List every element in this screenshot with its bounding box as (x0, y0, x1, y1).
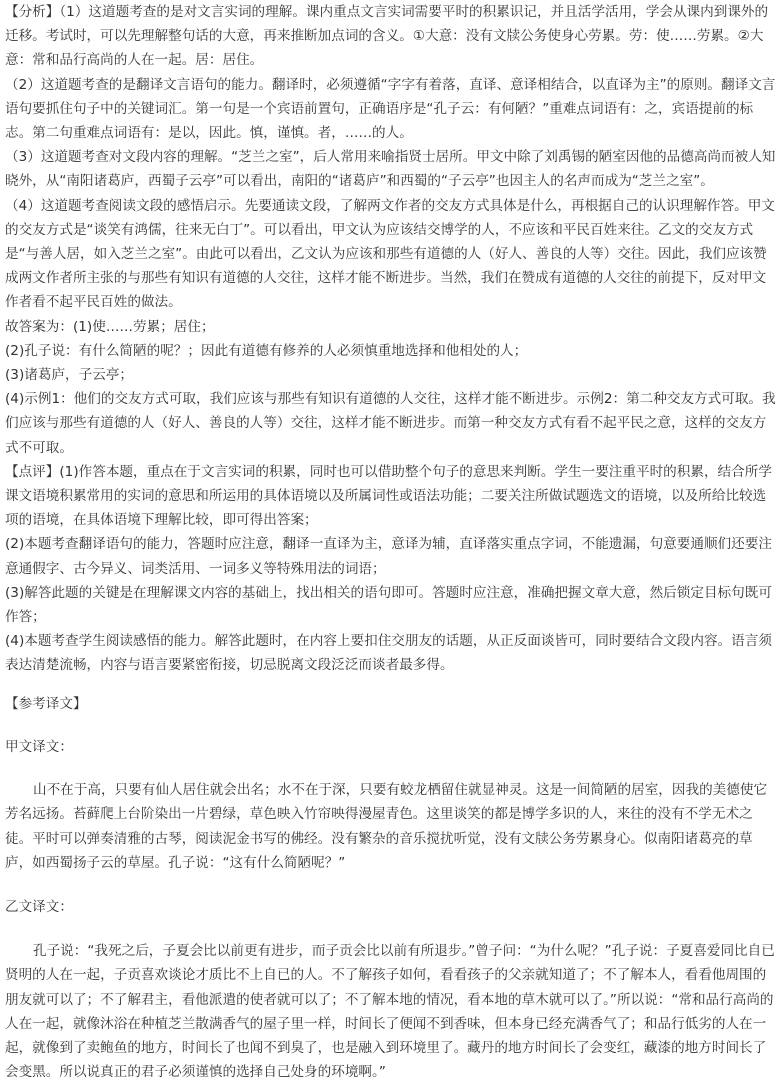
spacer (5, 875, 776, 895)
spacer (5, 678, 776, 692)
answer-line-1: 故答案为：(1)使……劳累；居住； (5, 318, 215, 335)
answer-line-3: (3)诸葛庐，子云亭； (5, 367, 134, 384)
yi-translation-label: 乙文译文： (5, 898, 73, 915)
spacer (5, 919, 776, 939)
spacer (5, 716, 776, 735)
translation-section (5, 692, 776, 1084)
comment-paragraph-2: (2)本题考查翻译语句的能力，答题时应注意，翻译一直译为主，意译为辅，直译落实重点字词，不能遗漏，句意要通顺们还要注意通假字、古今异义、词类活用、一词多义等特殊用法的词语； (5, 536, 772, 577)
translation-header: 【参考译文】 (5, 695, 87, 712)
analysis-paragraph-2: （2）这道题考查的是翻译文言语句的能力。翻译时，必须遵循“字字有着落，直译、意译相结合，以直译为主”的原则。翻译文言语句要抓住句子中的关键词汇。第一句是一个宾语前置句，正确语序是“孔子云：有何陋？”重难点词语有：之，宾语提前的标志。第二句重难点词语有：是以，因此。慎，谨慎。者，……的人。 (5, 76, 776, 142)
analysis-paragraph-3: （3）这道题考查对文段内容的理解。“芝兰之室”，后人常用来喻指贤士居所。甲文中除了刘禹锡的陋室因他的品德高尚而被人知晓外，从“南阳诸葛庐，西蜀子云亭”可以看出，南阳的“诸葛庐”和西蜀的“子云亭”也因主人的名声而成为“芝兰之室”。 (5, 149, 776, 190)
analysis-paragraph-1: 【分析】（1）这道题考查的是对文言实词的理解。课内重点文言实词需要平时的积累识记，并且活学活用，学会从课内到课外的迁移。考试时，可以先理解整句话的大意，再来推断加点词的含义。①大意：没有文牍公务使身心劳累。劳：使……劳累。②大意：常和品行高尚的人在一起。居：居住。 (5, 4, 769, 69)
jia-translation-text: 山不在于高，只要有仙人居住就会出名；水不在于深，只要有蛟龙栖留住就显神灵。这是一间简陋的居室，因我的美德使它芳名远扬。苔藓爬上台阶染出一片碧绿，草色映入竹帘映得漫屋青色。这里谈笑的都是博学多识的人，来往的没有不学无术之徒。平时可以弹奏清雅的古琴，阅读泥金书写的佛经。没有繁杂的音乐搅扰听觉，没有文牍公务劳累身心。似南阳诸葛亮的草庐，如西蜀扬子云的草屋。孔子说：“这有什么简陋呢？” (5, 782, 768, 871)
analysis-section (5, 0, 776, 315)
comment-paragraph-3: (3)解答此题的关键是在理解课文内容的基础上，找出相关的语句即可。答题时应注意，准确把握文章大意，然后锁定目标句既可作答； (5, 584, 772, 626)
yi-translation-text: 孔子说：“我死之后，子夏会比以前更有进步，而子贡会比以前有所退步。”曾子问：“为什么呢？”孔子说：子夏喜爱同比自已贤明的人在一起，子贡喜欢谈论才质比不上自已的人。不了解孩子如何，看看孩子的父亲就知道了；不了解本人，看看他周围的朋友就可以了；不了解君主，看他派遣的使者就可以了；不了解本地的情况，看本地的草木就可以了。”所以说：“常和品行高尚的人在一起，就像沐浴在种植芝兰散满香气的屋子里一样，时间长了便闻不到香味，但本身已经充满香气了；和品行低劣的人在一起，就像到了卖鲍鱼的地方，时间长了也闻不到臭了，也是融入到环境里了。藏丹的地方时间长了会变红，藏漆的地方时间长了会变黑。所以说真正的君子必须谨慎的选择自己处身的环境啊。” (5, 943, 775, 1081)
comment-paragraph-4: (4)本题考查学生阅读感悟的能力。解答此题时，在内容上要扣住交朋友的话题，从正反面谈皆可，同时要结合文段内容。语言须表达清楚流畅，内容与语言要紧密衔接，切忌脱离文段泛泛而谈者最多得。 (5, 633, 772, 674)
answer-line-4: (4)示例1：他们的交友方式可取，我们应该与那些有知识有道德的人交往，这样才能不断进步。示例2：第二种交友方式可取。我们应该与那些有道德的人（好人、善良的人等）交往，这样才能不断进步。而第一种交友方式有看不起平民之意，这样的交友方式不可取。 (5, 391, 776, 456)
jia-translation-label: 甲文译文： (5, 738, 73, 755)
analysis-paragraph-4: （4）这道题考查阅读文段的感悟启示。先要通读文段，了解两文作者的交友方式具体是什么，再根据自己的认识理解作答。甲文的交友方式是“谈笑有鸿儒，往来无白丁”。可以看出，甲文认为应该结交博学的人，不应该和平民百姓来往。乙文的交友方式是“与善人居，如入芝兰之室”。由此可以看出，乙文认为应该和那些有道德的人（好人、善良的人等）交往。因此，我们应该赞成两文作者所主张的与那些有知识有道德的人交往，这样才能不断进步。当然，我们在赞成有道德的人交往的前提下，反对甲文作者看不起平民百姓的做法。 (5, 197, 775, 311)
spacer (5, 759, 776, 778)
comment-paragraph-1: 【点评】(1)作答本题，重点在于文言实词的积累，同时也可以借助整个句子的意思来判断。学生一要注重平时的积累，结合所学课文语境积累常用的实词的意思和所运用的具体语境以及所属词性或语法功能；二要关注所做试题选文的语境，以及所给比较选项的语境，在具体语境下理解比较，即可得出答案； (5, 463, 772, 529)
answer-section (5, 315, 776, 460)
comment-section (5, 460, 776, 678)
answer-line-2: (2)孔子说：有什么简陋的呢？；因此有道德有修养的人必须慎重地选择和他相处的人； (5, 342, 528, 359)
